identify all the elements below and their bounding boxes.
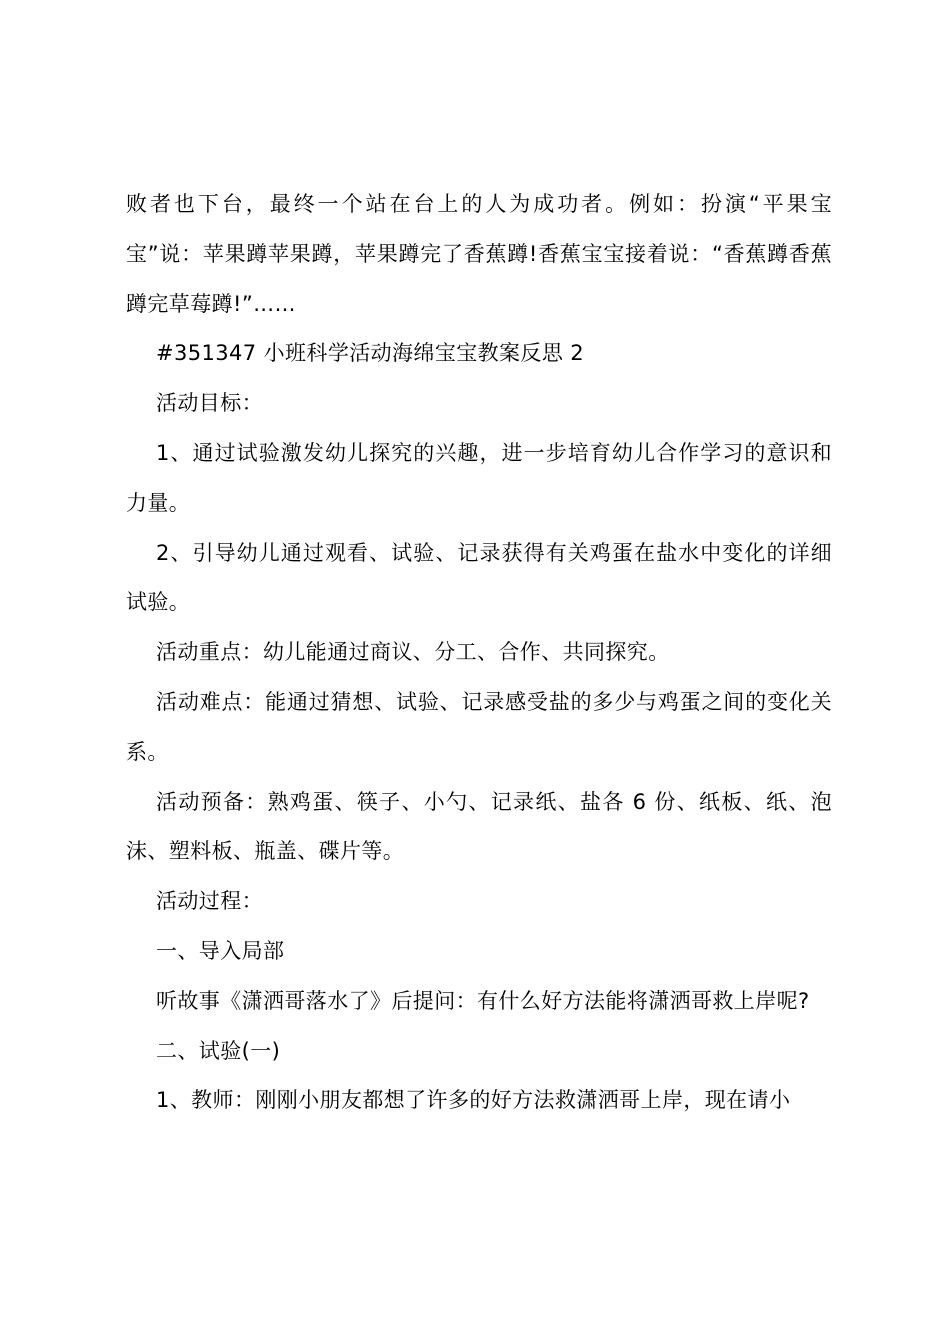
paragraph-materials: 活动预备：熟鸡蛋、筷子、小勺、记录纸、盐各 6 份、纸板、纸、泡沫、塑料板、瓶盖、碟片等。	[126, 789, 832, 864]
goal-item-1: 1、通过试验激发幼儿探究的兴趣，进一步培育幼儿合作学习的意识和力量。	[126, 440, 832, 515]
paragraph-story-question: 听故事《潇洒哥落水了》后提问：有什么好方法能将潇洒哥救上岸呢?	[156, 988, 810, 1013]
section-heading-process: 活动过程：	[156, 889, 263, 914]
step-heading-intro: 一、导入局部	[156, 938, 285, 963]
section-heading-goals: 活动目标：	[156, 391, 263, 416]
paragraph-teacher-speech: 1、教师：刚刚小朋友都想了许多的好方法救潇洒哥上岸，现在请小	[156, 1088, 791, 1113]
paragraph-difficulty: 活动难点：能通过猜想、试验、记录感受盐的多少与鸡蛋之间的变化关系。	[126, 689, 832, 764]
goal-item-2: 2、引导幼儿通过观看、试验、记录获得有关鸡蛋在盐水中变化的详细试验。	[126, 540, 832, 615]
paragraph-game-rules: 败者也下台，最终一个站在台上的人为成功者。例如：扮演“平果宝宝”说：苹果蹲苹果蹲，苹果蹲完了香蕉蹲!香蕉宝宝接着说：“香蕉蹲香蕉蹲完草莓蹲!”……	[126, 192, 832, 316]
paragraph-key-point: 活动重点：幼儿能通过商议、分工、合作、共同探究。	[156, 640, 670, 665]
lesson-title: #351347 小班科学活动海绵宝宝教案反思 2	[156, 341, 585, 366]
step-heading-experiment-1: 二、试验(一)	[156, 1038, 281, 1063]
document-body	[126, 180, 832, 1126]
